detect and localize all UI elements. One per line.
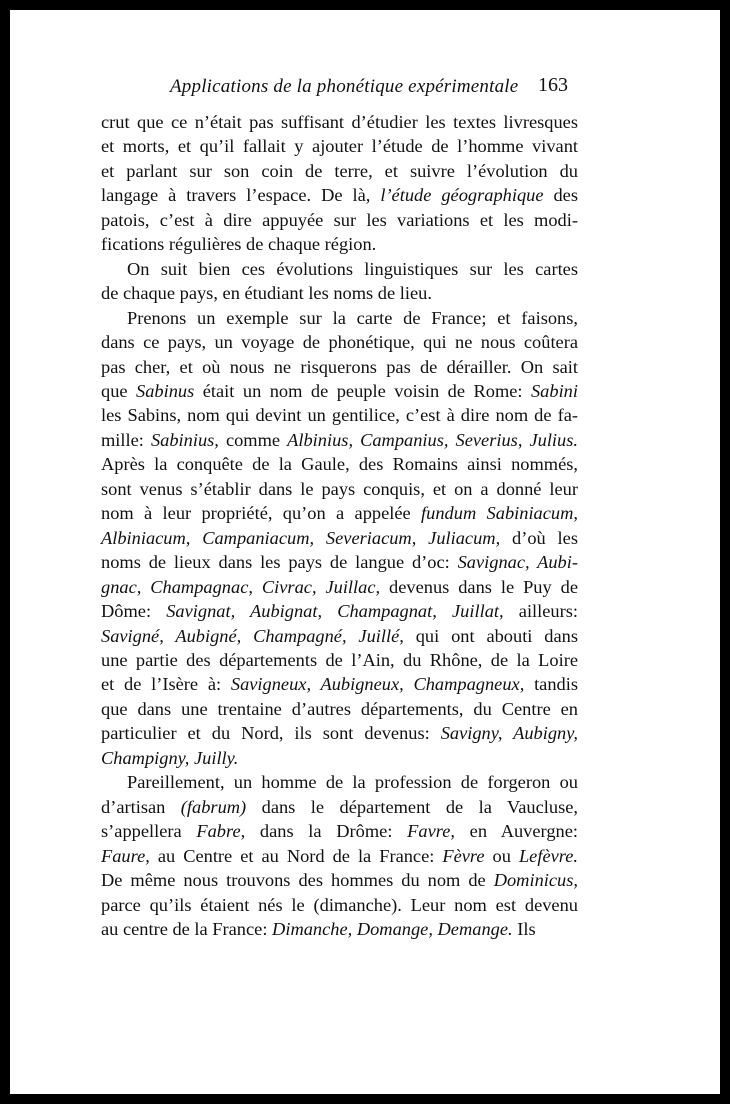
text-line — [101, 110, 578, 134]
italic-text: Faure, — [101, 845, 150, 866]
paragraph — [101, 110, 578, 257]
text-segment: langage à travers l’espace. De là, — [101, 185, 381, 206]
text-line — [101, 379, 578, 403]
italic-text: Sabini — [530, 380, 578, 401]
text-segment: dans ce pays, un voyage de phonétique, qui ne nous coûtera — [101, 332, 578, 353]
body-text — [101, 110, 578, 941]
text-line — [101, 452, 578, 476]
text-segment: noms de lieux dans les pays de langue d’oc: — [101, 552, 458, 573]
running-title: Applications de la phonétique expérimentale — [170, 76, 519, 97]
text-segment: particulier et du Nord, ils sont devenus: — [101, 723, 441, 744]
text-segment: parce qu’ils étaient nés le (dimanche). Leur nom est devenu — [101, 894, 578, 915]
text-segment: au centre de la France: — [101, 918, 273, 939]
text-segment: ailleurs: — [503, 601, 579, 622]
text-segment: était un nom de peuple voisin de Rome: — [194, 380, 531, 401]
text-line — [101, 868, 578, 892]
text-segment: et de l’Isère à: — [101, 674, 231, 695]
italic-text: l’étude géographique — [380, 185, 544, 206]
text-line — [101, 624, 578, 648]
italic-text: Savigneux, Aubigneux, Champagneux, — [230, 674, 525, 695]
text-line — [101, 746, 578, 770]
text-line — [101, 648, 578, 672]
text-line — [101, 477, 578, 501]
text-segment: Pareillement, un homme de la profession de forgeron ou — [127, 772, 578, 793]
text-line — [101, 281, 578, 305]
italic-text: Savigné, Aubigné, Champagné, Juillé, — [101, 625, 404, 646]
text-line — [101, 134, 578, 158]
page-number: 163 — [538, 74, 568, 96]
italic-text: Albiniacum, Campaniacum, Severiacum, Juliacum, — [101, 527, 501, 548]
text-segment: une partie des départements de l’Ain, du Rhône, de la Loire — [101, 649, 578, 670]
text-segment: des — [543, 185, 578, 206]
text-line — [101, 257, 578, 281]
document-page — [10, 10, 720, 1094]
text-line — [101, 550, 578, 574]
italic-text: (fabrum) — [180, 796, 247, 817]
text-segment: et morts, et qu’il fallait y ajouter l’étude de l’homme vivant — [101, 136, 578, 157]
italic-text: gnac, Champagnac, Civrac, Juillac, — [101, 576, 381, 597]
text-segment: mille: — [101, 429, 151, 450]
text-line — [101, 917, 578, 941]
text-segment: sont venus s’établir dans le pays conquis, et on a donné leur — [101, 478, 578, 499]
italic-text: Savignac, Aubi- — [457, 552, 578, 573]
text-line — [101, 232, 578, 256]
text-line — [101, 575, 578, 599]
text-segment: qui ont abouti dans — [403, 625, 578, 646]
text-line — [101, 526, 578, 550]
text-line — [101, 355, 578, 379]
text-line — [101, 672, 578, 696]
paragraph — [101, 770, 578, 941]
text-segment: ou — [484, 845, 519, 866]
italic-text: Fèvre — [442, 845, 485, 866]
text-segment: au Centre et au Nord de la France: — [149, 845, 443, 866]
italic-text: Savigny, Aubigny, — [440, 723, 578, 744]
text-segment: les Sabins, nom qui devint un gentilice, c’est à dire nom de fa- — [101, 405, 578, 426]
text-line — [101, 403, 578, 427]
italic-text: Albinius, Campanius, Severius, Julius. — [287, 429, 578, 450]
text-segment: fications régulières de chaque région. — [101, 234, 377, 255]
paragraph — [101, 306, 578, 771]
italic-text: Sabinius, — [150, 429, 219, 450]
text-line — [101, 183, 578, 207]
text-line — [101, 428, 578, 452]
text-segment: crut que ce n’était pas suffisant d’étudier les textes livresques — [101, 112, 578, 132]
italic-text: Dominicus, — [493, 870, 578, 891]
italic-text: Favre, — [407, 821, 455, 842]
text-line — [101, 697, 578, 721]
text-line — [101, 893, 578, 917]
text-line — [101, 721, 578, 745]
paragraph — [101, 257, 578, 306]
text-segment: On suit bien ces évolutions linguistiques sur les cartes — [127, 258, 578, 279]
text-segment: comme — [218, 429, 288, 450]
italic-text: Champigny, Juilly. — [101, 747, 239, 768]
italic-text: fundum Sabiniacum, — [421, 503, 578, 524]
text-line — [101, 770, 578, 794]
italic-text: Dimanche, Domange, Demange. — [272, 918, 513, 939]
text-line — [101, 330, 578, 354]
text-segment: d’artisan — [101, 796, 181, 817]
text-segment: pas cher, et où nous ne risquerons pas de dérailler. On sait — [101, 356, 578, 377]
text-segment: s’appellera — [101, 821, 197, 842]
text-segment: De même nous trouvons des hommes du nom de — [101, 870, 494, 891]
text-segment: dans la Drôme: — [245, 821, 408, 842]
text-segment: Après la conquête de la Gaule, des Romains ainsi nommés, — [101, 454, 578, 475]
italic-text: Sabinus — [136, 380, 195, 401]
text-segment: Ils — [512, 918, 536, 939]
text-line — [101, 795, 578, 819]
text-segment: nom à leur propriété, qu’on a appelée — [101, 503, 422, 524]
italic-text: Fabre, — [196, 821, 246, 842]
text-segment: tandis — [524, 674, 578, 695]
text-line — [101, 208, 578, 232]
italic-text: Lefèvre. — [518, 845, 578, 866]
text-segment: en Auvergne: — [454, 821, 578, 842]
text-line — [101, 306, 578, 330]
text-segment: dans le département de la Vaucluse, — [246, 796, 578, 817]
text-segment: Prenons un exemple sur la carte de France; et faisons, — [127, 307, 578, 328]
text-segment: patois, c’est à dire appuyée sur les variations et les modi- — [101, 209, 578, 230]
italic-text: Savignat, Aubignat, Champagnat, Juillat, — [166, 601, 504, 622]
text-segment: devenus dans le Puy de — [380, 576, 578, 597]
text-segment: que — [101, 380, 137, 401]
text-line — [101, 844, 578, 868]
text-line — [101, 501, 578, 525]
text-segment: d’où les — [500, 527, 578, 548]
text-line — [101, 599, 578, 623]
page-header — [10, 76, 720, 102]
text-segment: de chaque pays, en étudiant les noms de lieu. — [101, 283, 432, 304]
text-segment: que dans une trentaine d’autres départements, du Centre en — [101, 698, 578, 719]
text-segment: Dôme: — [101, 601, 167, 622]
text-segment: et parlant sur son coin de terre, et suivre l’évolution du — [101, 160, 578, 181]
text-line — [101, 159, 578, 183]
text-line — [101, 819, 578, 843]
